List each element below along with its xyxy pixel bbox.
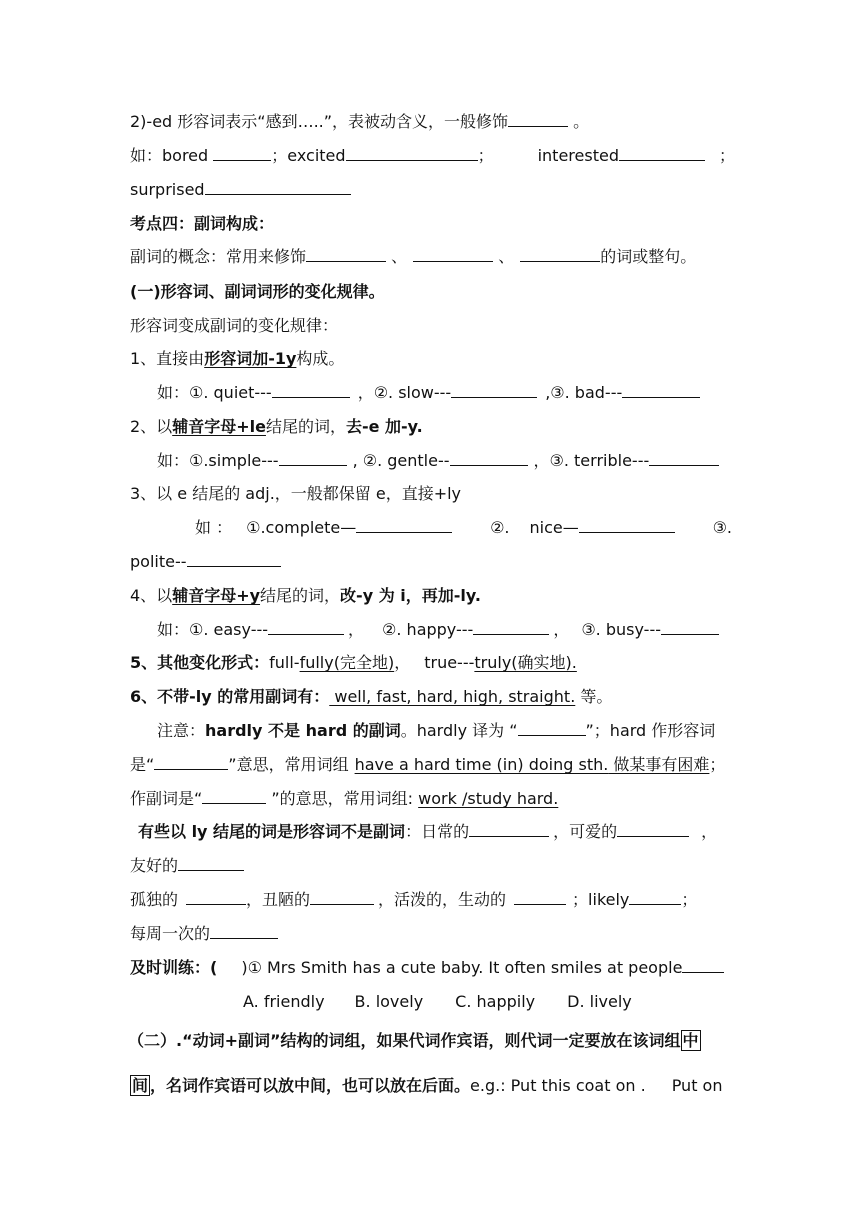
blank[interactable] bbox=[617, 822, 689, 837]
blank[interactable] bbox=[346, 146, 478, 161]
blank[interactable] bbox=[514, 890, 566, 905]
rule-4-examples: 如：①. easy--- ， ②. happy--- ， ③. busy--- bbox=[157, 619, 732, 641]
rule-6: 6、不带-ly 的常用副词有： well, fast, hard, high, straight. 等。 bbox=[130, 687, 613, 706]
line-adverb-concept: 副词的概念：常用来修饰 、 、 的词或整句。 bbox=[130, 247, 697, 266]
rule-2: 2、以辅音字母+le结尾的词，去-e 加-y. bbox=[130, 417, 423, 436]
blank[interactable] bbox=[272, 383, 350, 398]
blank[interactable] bbox=[310, 890, 374, 905]
blank[interactable] bbox=[629, 890, 681, 905]
blank[interactable] bbox=[451, 383, 537, 398]
rule-1: 1、直接由形容词加-1y构成。 bbox=[130, 349, 345, 368]
blank[interactable] bbox=[622, 383, 700, 398]
section-verb-adverb-continued: 间 ，名词作宾语可以放中间，也可以放在后面。e.g.: Put this coat on . Put on bbox=[132, 1076, 723, 1095]
rule-4: 4、以辅音字母+y结尾的词，改-y 为 i，再加-ly. bbox=[130, 586, 481, 605]
blank[interactable] bbox=[202, 789, 266, 804]
blank[interactable] bbox=[413, 247, 493, 262]
blank[interactable] bbox=[213, 146, 271, 161]
line-ed-adjectives: 2)-ed 形容词表示“感到…..”，表被动含义，一般修饰 。 bbox=[130, 112, 590, 131]
blank[interactable] bbox=[619, 146, 705, 161]
note-hard-adjective: 是“ ”意思，常用词组 have a hard time (in) doing sth. 做某事有困难； bbox=[130, 755, 726, 774]
subheading-word-form-rules: (一)形容词、副词词形的变化规律。 bbox=[130, 282, 385, 301]
blank[interactable] bbox=[187, 552, 281, 567]
blank[interactable] bbox=[210, 924, 278, 939]
practice-options bbox=[243, 991, 643, 1013]
blank[interactable] bbox=[469, 822, 549, 837]
blank[interactable] bbox=[205, 180, 351, 195]
blank[interactable] bbox=[279, 451, 347, 466]
line-polite: polite-- bbox=[130, 551, 735, 573]
blank[interactable] bbox=[450, 451, 528, 466]
blank[interactable] bbox=[661, 620, 719, 635]
section-verb-adverb-phrases: （二）.“动词+副词”结构的词组，如果代词作宾语，则代词一定要放在该词组 中 bbox=[128, 1031, 699, 1050]
blank[interactable] bbox=[186, 890, 246, 905]
blank[interactable] bbox=[154, 755, 228, 770]
option-b[interactable]: B. lovely bbox=[354, 992, 424, 1011]
rule-1-examples: 如：①. quiet--- ，②. slow--- ,③. bad--- bbox=[157, 382, 717, 404]
option-a[interactable]: A. friendly bbox=[243, 992, 325, 1011]
rule-3: 3、以 e 结尾的 adj.，一般都保留 e，直接+ly bbox=[130, 484, 462, 503]
blank[interactable] bbox=[356, 518, 452, 533]
line-rules-intro: 形容词变成副词的变化规律： bbox=[130, 316, 339, 335]
blank[interactable] bbox=[649, 451, 719, 466]
blank[interactable] bbox=[520, 247, 600, 262]
line-examples-ed: 如：bored ；excited ； interested ； bbox=[130, 146, 735, 165]
line-ly-adjectives: 有些以 ly 结尾的词是形容词不是副词：日常的 ，可爱的 ， bbox=[138, 822, 718, 841]
line-lonely-ugly-lively: 孤独的 ，丑陋的 ，活泼的，生动的 ；likely ； bbox=[130, 890, 698, 909]
rule-5: 5、其他变化形式：full-fully(完全地)， true---truly(确实地). bbox=[130, 653, 577, 672]
option-d[interactable]: D. lively bbox=[567, 992, 632, 1011]
line-surprised: surprised bbox=[130, 179, 735, 201]
rule-3-examples: 如 ： ①.complete— ②. nice— ③. bbox=[195, 518, 732, 537]
blank[interactable] bbox=[473, 620, 549, 635]
note-hard-adverb: 作副词是“ ”的意思，常用词组: work /study hard. bbox=[130, 789, 559, 808]
blank[interactable] bbox=[508, 112, 568, 127]
rule-2-examples: 如：①.simple--- , ②. gentle-- ，③. terrible--- bbox=[157, 450, 732, 472]
blank[interactable] bbox=[306, 247, 386, 262]
option-c[interactable]: C. happily bbox=[455, 992, 536, 1011]
line-weekly: 每周一次的 bbox=[130, 923, 735, 945]
blank[interactable] bbox=[518, 721, 586, 736]
blank[interactable] bbox=[268, 620, 344, 635]
blank[interactable] bbox=[579, 518, 675, 533]
note-hardly: 注意：hardly 不是 hard 的副词。hardly 译为 “ ”；hard 作形容词 bbox=[157, 721, 716, 740]
line-friendly: 友好的 bbox=[130, 855, 735, 877]
practice-question: 及时训练：( )① Mrs Smith has a cute baby. It often smiles at people bbox=[130, 957, 735, 979]
section-heading-adverb-formation: 考点四：副词构成： bbox=[130, 214, 275, 233]
blank[interactable] bbox=[178, 856, 244, 871]
blank[interactable] bbox=[682, 958, 724, 973]
